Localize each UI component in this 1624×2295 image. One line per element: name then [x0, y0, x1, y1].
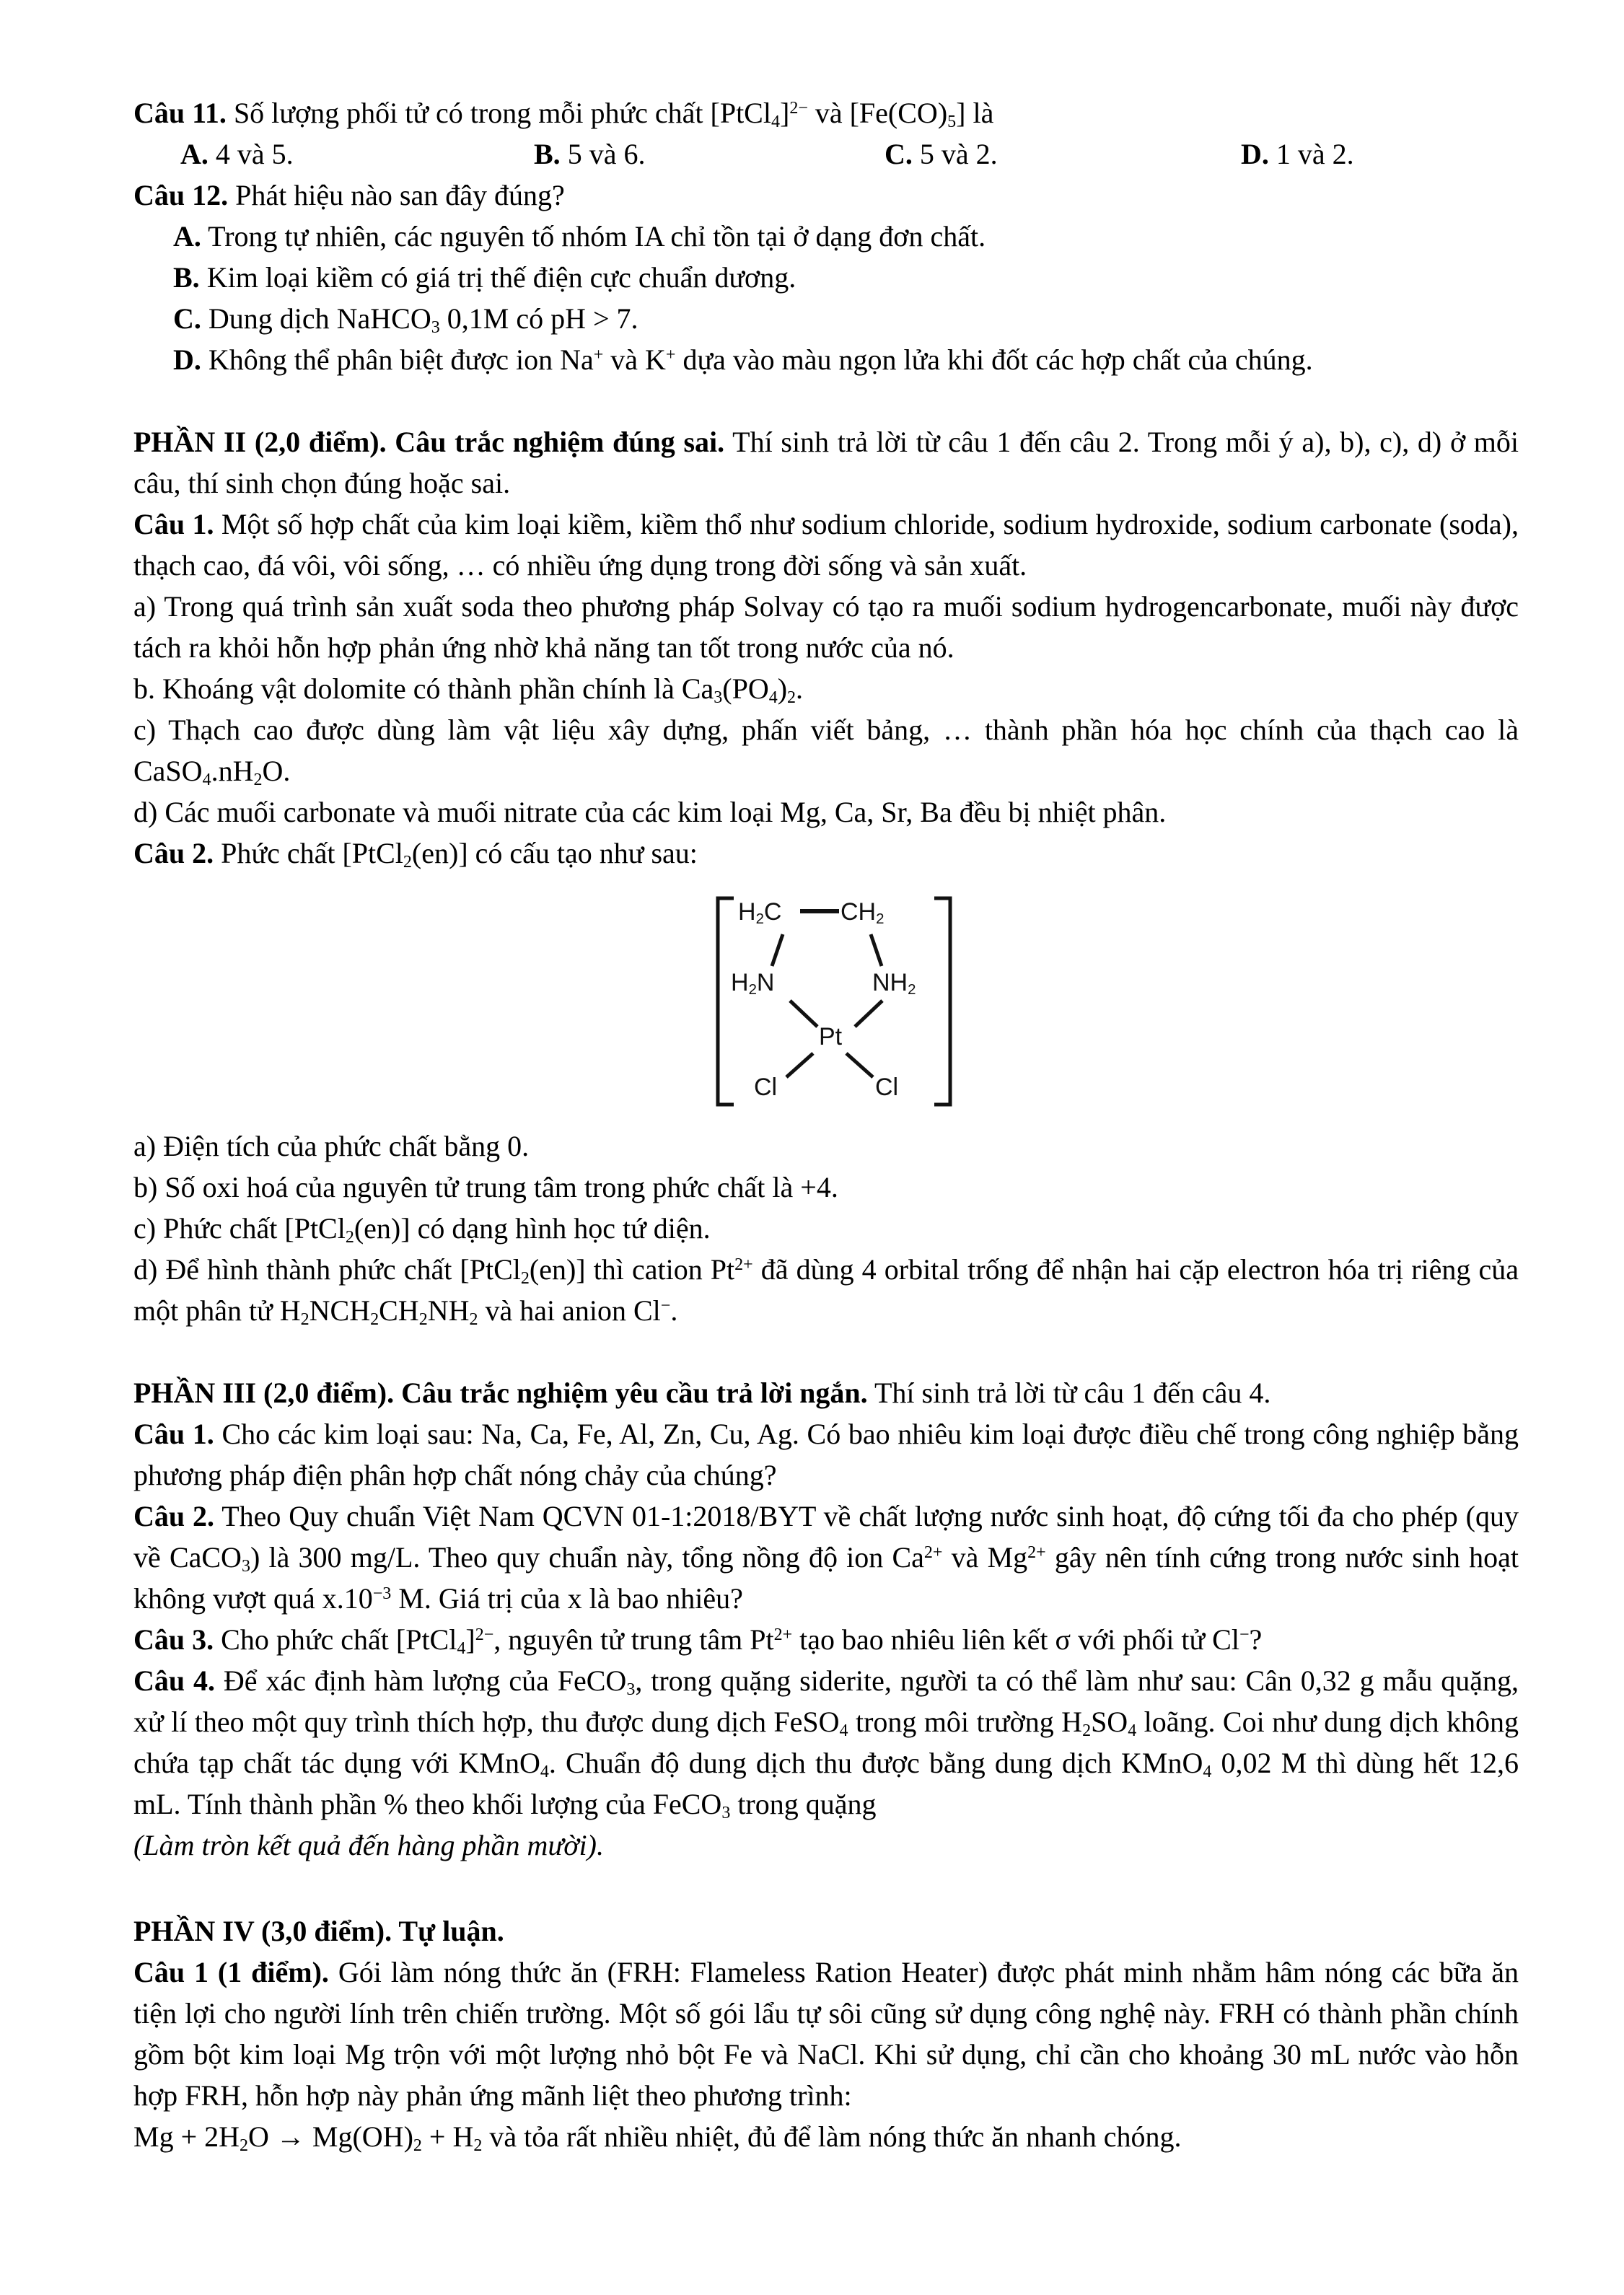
- statement-b: b) Số oxi hoá của nguyên tử trung tâm trong phức chất là +4.: [133, 1171, 838, 1203]
- part3-intro: Thí sinh trả lời từ câu 1 đến câu 4.: [874, 1377, 1271, 1409]
- left-bracket: [718, 898, 734, 1105]
- option-b-text: Kim loại kiềm có giá trị thế điện cực chuẩn dương.: [206, 261, 796, 294]
- part2-question-2-label: Câu 2.: [133, 837, 214, 869]
- reaction-equation: $Mg + 2H_2O \to Mg(OH)_2 + H_2$ và tỏa rất nhiều nhiệt, đủ để làm nóng thức ăn nhanh chóng.: [133, 2120, 1182, 2155]
- option-c-label: C.: [173, 302, 201, 335]
- part3-question-4-label: Câu 4.: [133, 1664, 216, 1697]
- statement-a: a) Điện tích của phức chất bằng 0.: [133, 1130, 530, 1162]
- part4-heading-paragraph: [133, 1910, 1519, 1952]
- atom-label-pt: Pt: [819, 1023, 843, 1050]
- part4-question-1: [133, 1952, 1519, 2116]
- option-b: [133, 257, 1519, 298]
- part3-question-2-text: Theo Quy chuẩn Việt Nam QCVN 01-1:2018/BYT về chất lượng nước sinh hoạt, độ cứng tối đa cho phép (quy về CaCO$_3$) là 300 mg/L. Theo quy chuẩn này, tổng nồng độ ion $Ca^{2+}$ và $Mg^{2+}$ gây nên tính cứng trong nước sinh hoạt không vượt quá $x.10^{-3}$ M. Giá trị của x là bao nhiêu?: [133, 1500, 1519, 1615]
- part4-question-1-text: Gói làm nóng thức ăn (FRH: Flameless Ration Heater) được phát minh nhằm hâm nóng các bữa ăn tiện lợi cho người lính trên chiến trường. Một số gói lẩu tự sôi cũng sử dụng công nghệ này. FRH có thành phần chính gồm bột kim loại Mg trộn với một lượng nhỏ bột Fe và NaCl. Khi sử dụng, chỉ cần cho khoảng 30 mL nước vào hỗn hợp FRH, hỗn hợp này phản ứng mãnh liệt theo phương trình:: [133, 1956, 1519, 2112]
- question-11-options-row: [133, 133, 1519, 175]
- option-d: [1241, 133, 1354, 175]
- part3-heading-paragraph: [133, 1372, 1519, 1413]
- option-d: [133, 339, 1519, 380]
- part2-question-1-text: Một số hợp chất của kim loại kiềm, kiềm thổ như sodium chloride, sodium hydroxide, sodium carbonate (soda), thạch cao, đá vôi, vôi sống, … có nhiều ứng dụng trong đời sống và sản xuất.: [133, 508, 1519, 582]
- part3-question-4-text: Để xác định hàm lượng của FeCO$_3$, trong quặng siderite, người ta có thể làm như sau: Cân 0,32 g mẫu quặng, xử lí theo một quy trình thích hợp, thu được dung dịch FeSO$_4$ trong môi trường $H_2SO_4$ loãng. Coi như dung dịch không chứa tạp chất tác dụng với KMnO$_4$. Chuẩn độ dung dịch thu được bằng dung dịch KMnO$_4$ 0,02 M thì dùng hết 12,6 mL. Tính thành phần % theo khối lượng của FeCO$_3$ trong quặng: [133, 1664, 1519, 1822]
- part2-question-1-label: Câu 1.: [133, 508, 214, 540]
- bond-pt-cl-right: [846, 1053, 873, 1077]
- option-a-label: A.: [180, 138, 209, 170]
- statement-d: d) Để hình thành phức chất [PtCl$_2$(en)] thì cation $Pt^{2+}$ đã dùng 4 orbital trống để nhận hai cặp electron hóa trị riêng của một phân tử $H_2NCH_2CH_2NH_2$ và hai anion Cl−.: [133, 1253, 1519, 1329]
- part3-question-4: [133, 1660, 1519, 1825]
- atom-label-h2n: $H_2N$: [731, 969, 775, 999]
- part3-question-2: [133, 1496, 1519, 1619]
- question-12-label: Câu 12.: [133, 179, 229, 211]
- question-11-label: Câu 11.: [133, 97, 227, 129]
- option-b: [534, 133, 645, 175]
- rounding-note: (Làm tròn kết quả đến hàng phần mười).: [133, 1829, 604, 1861]
- statement-a: a) Trong quá trình sản xuất soda theo phương pháp Solvay có tạo ra muối sodium hydrogencarbonate, muối này được tách ra khỏi hỗn hợp phản ứng nhờ khả năng tan tốt trong nước của nó.: [133, 590, 1519, 664]
- option-d-label: D.: [173, 343, 201, 376]
- option-c-text: Dung dịch NaHCO$_3$ 0,1M có pH > 7.: [208, 302, 638, 337]
- part3-question-3: [133, 1619, 1519, 1660]
- atom-label-ch2: $CH_2$: [840, 898, 885, 928]
- right-bracket: [934, 898, 950, 1105]
- option-a-text: Trong tự nhiên, các nguyên tố nhóm IA chỉ tồn tại ở dạng đơn chất.: [208, 220, 986, 253]
- option-b-label: B.: [173, 261, 200, 294]
- option-a: [180, 133, 294, 175]
- part3-question-2-label: Câu 2.: [133, 1500, 215, 1532]
- option-c: [885, 133, 998, 175]
- part4-heading: PHẦN IV (3,0 điểm). Tự luận.: [133, 1915, 504, 1947]
- part3-heading: PHẦN III (2,0 điểm). Câu trắc nghiệm yêu cầu trả lời ngắn.: [133, 1377, 868, 1409]
- option-a-label: A.: [173, 220, 201, 253]
- bond-n-pt-right: [855, 1001, 882, 1027]
- bond-pt-cl-left: [786, 1053, 813, 1077]
- option-a: [133, 216, 1519, 257]
- atom-label-nh2: $NH_2$: [872, 969, 916, 999]
- question-12-text: Phát hiệu nào san đây đúng?: [235, 179, 565, 211]
- document-content: [133, 0, 1519, 2295]
- statement-c: c) Phức chất [PtCl$_2$(en)] có dạng hình học tứ diện.: [133, 1212, 711, 1247]
- atom-label-cl-left: Cl: [754, 1074, 778, 1101]
- part2-heading-paragraph: [133, 421, 1519, 504]
- part3-question-3-label: Câu 3.: [133, 1623, 214, 1656]
- option-c-text: 5 và 2.: [919, 138, 998, 170]
- question-12: [133, 175, 1519, 216]
- part4-question-1-label: Câu 1 (1 điểm).: [133, 1956, 329, 1988]
- option-a-text: 4 và 5.: [215, 138, 294, 170]
- option-b-text: 5 và 6.: [567, 138, 646, 170]
- option-d-text: Không thể phân biệt được ion Na+ và K+ dựa vào màu ngọn lửa khi đốt các hợp chất của chúng.: [208, 343, 1313, 376]
- atom-label-cl-right: Cl: [875, 1074, 899, 1101]
- statement-d: d) Các muối carbonate và muối nitrate của các kim loại Mg, Ca, Sr, Ba đều bị nhiệt phân.: [133, 796, 1167, 828]
- part3-question-1-text: Cho các kim loại sau: Na, Ca, Fe, Al, Zn, Cu, Ag. Có bao nhiêu kim loại được điều chế trong công nghiệp bằng phương pháp điện phân hợp chất nóng chảy của chúng?: [133, 1418, 1519, 1491]
- part3-question-3-text: Cho phức chất [PtCl$_4$]$^{2-}$, nguyên tử trung tâm $Pt^{2+}$ tạo bao nhiêu liên kết σ với phối tử Cl−?: [221, 1623, 1263, 1658]
- part2-intro: Thí sinh trả lời từ câu 1 đến câu 2. Trong mỗi ý a), b), c), d) ở mỗi câu, thí sinh chọn đúng hoặc sai.: [133, 426, 1519, 499]
- option-c: [133, 298, 1519, 339]
- bond-c-n-right: [871, 934, 882, 966]
- statement-c: c) Thạch cao được dùng làm vật liệu xây dựng, phấn viết bảng, … thành phần hóa học chính của thạch cao là $CaSO_4.nH_2O$.: [133, 714, 1519, 789]
- option-b-label: B.: [534, 138, 561, 170]
- option-d-label: D.: [1241, 138, 1269, 170]
- complex-structure-diagram: [711, 891, 957, 1115]
- part2-heading: PHẦN II (2,0 điểm). Câu trắc nghiệm đúng sai.: [133, 426, 725, 458]
- question-11-text: Số lượng phối tử có trong mỗi phức chất [PtCl$_4$]$^{2-}$ và $[Fe(CO)_5]$ là: [233, 97, 994, 131]
- bond-n-pt-left: [790, 1001, 817, 1027]
- atom-label-h2c: $H_2C$: [738, 898, 782, 928]
- part3-question-1: [133, 1413, 1519, 1496]
- bond-c-n-left: [772, 934, 783, 966]
- statement-b: b. Khoáng vật dolomite có thành phần chính là $Ca_3(PO_4)_2$.: [133, 672, 804, 707]
- part2-question-2-text: Phức chất [PtCl$_2$(en)] có cấu tạo như sau:: [221, 837, 698, 872]
- question-12-options: [133, 216, 1519, 380]
- question-11: [133, 92, 1519, 133]
- part2-question-1: [133, 504, 1519, 586]
- part3-question-1-label: Câu 1.: [133, 1418, 214, 1450]
- part2-question-2: [133, 833, 1519, 874]
- option-d-text: 1 và 2.: [1276, 138, 1354, 170]
- option-c-label: C.: [885, 138, 913, 170]
